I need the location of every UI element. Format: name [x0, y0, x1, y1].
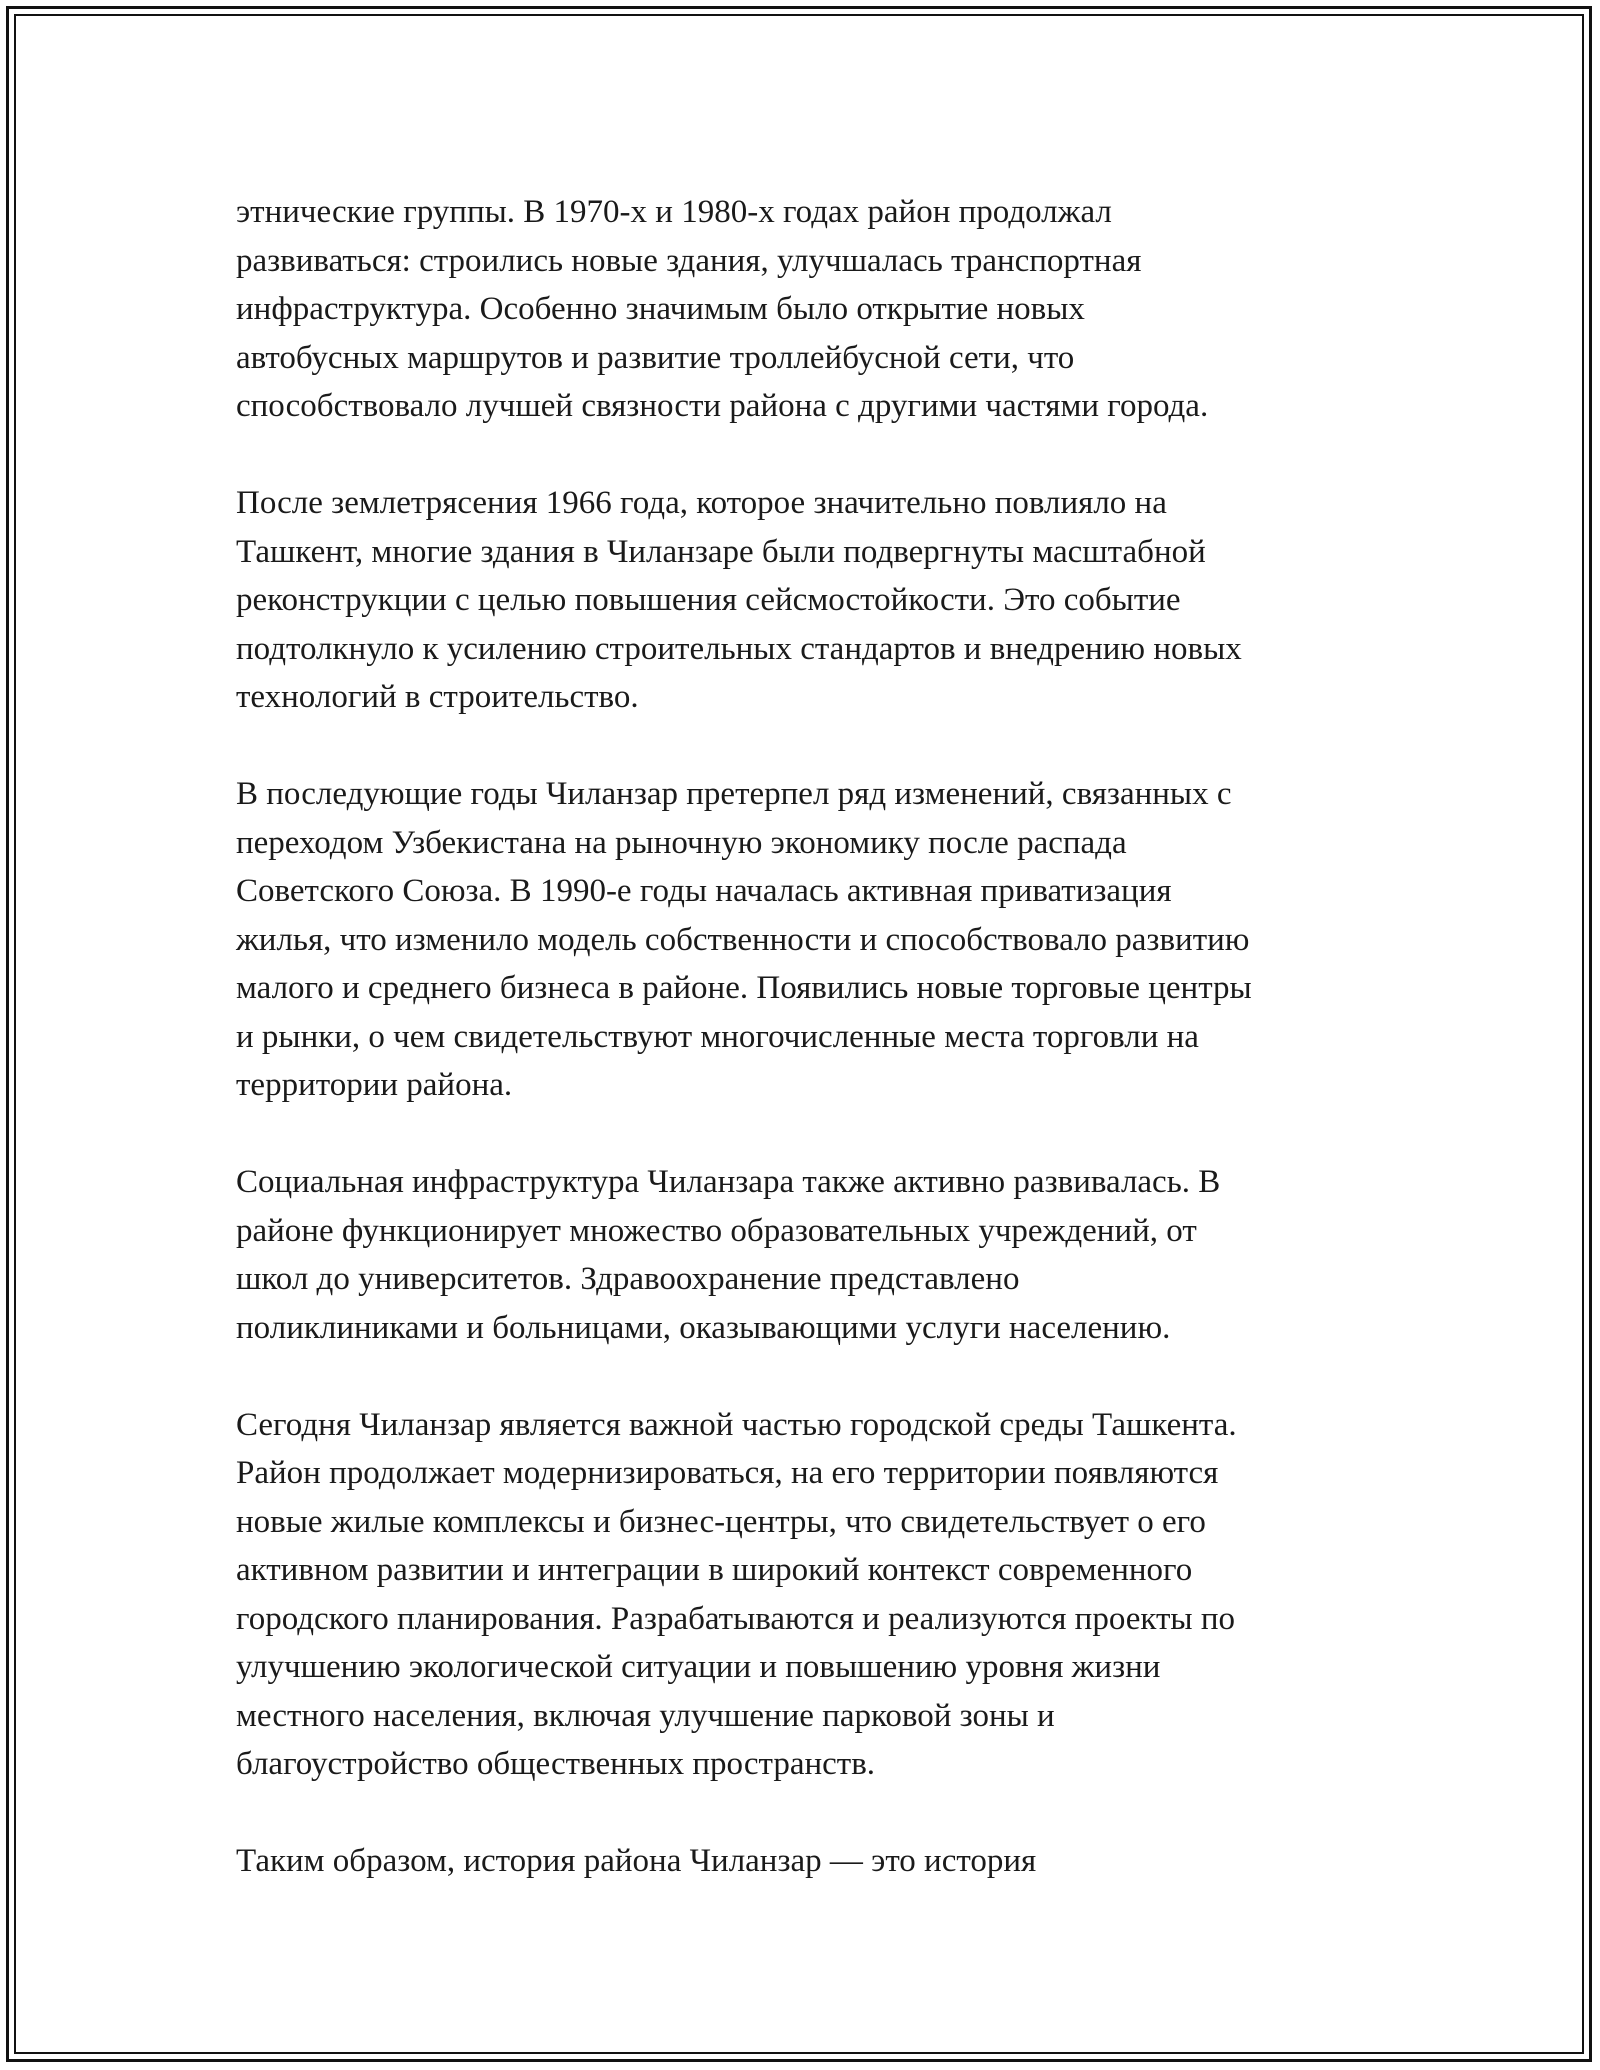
paragraph: Социальная инфраструктура Чиланзара также активно развивалась. В районе функционирует множество образовательных учреждений, от школ до университетов. Здравоохранение представлено поликлиниками и больницами, оказывающими услуги населению. — [236, 1164, 1221, 1346]
paragraph: Таким образом, история района Чиланзар — это история — [236, 1843, 1037, 1879]
paragraph: После землетрясения 1966 года, которое значительно повлияло на Ташкент, многие здания в Чиланзаре были подвергнуты масштабной реконструкции с целью повышения сейсмостойкости. Это событие подтолкнуло к усилению строительных стандартов и внедрению новых технологий в строительство. — [236, 485, 1242, 715]
paragraph: В последующие годы Чиланзар претерпел ряд изменений, связанных с переходом Узбекистана на рыночную экономику после распада Советского Союза. В 1990-е годы началась активная приватизация жилья, что изменило модель собственности и способствовало развитию малого и среднего бизнеса в районе. Появились новые торговые центры и рынки, о чем свидетельствуют многочисленные места торговли на территории района. — [236, 776, 1252, 1103]
paragraph: этнические группы. В 1970-х и 1980-х годах район продолжал развиваться: строились новые здания, улучшалась транспортная инфраструктура. Особенно значимым было открытие новых автобусных маршрутов и развитие троллейбусной сети, что способствовало лучшей связности района с другими частями города. — [236, 194, 1209, 424]
paragraph: Сегодня Чиланзар является важной частью городской среды Ташкента. Район продолжает модернизироваться, на его территории появляются новые жилые комплексы и бизнес-центры, что свидетельствует о его активном развитии и интеграции в широкий контекст современного городского планирования. Разрабатываются и реализуются проекты по улучшению экологической ситуации и повышению уровня жизни местного населения, включая улучшение парковой зоны и благоустройство общественных пространств. — [236, 1406, 1237, 1782]
document-body — [236, 188, 1376, 1886]
